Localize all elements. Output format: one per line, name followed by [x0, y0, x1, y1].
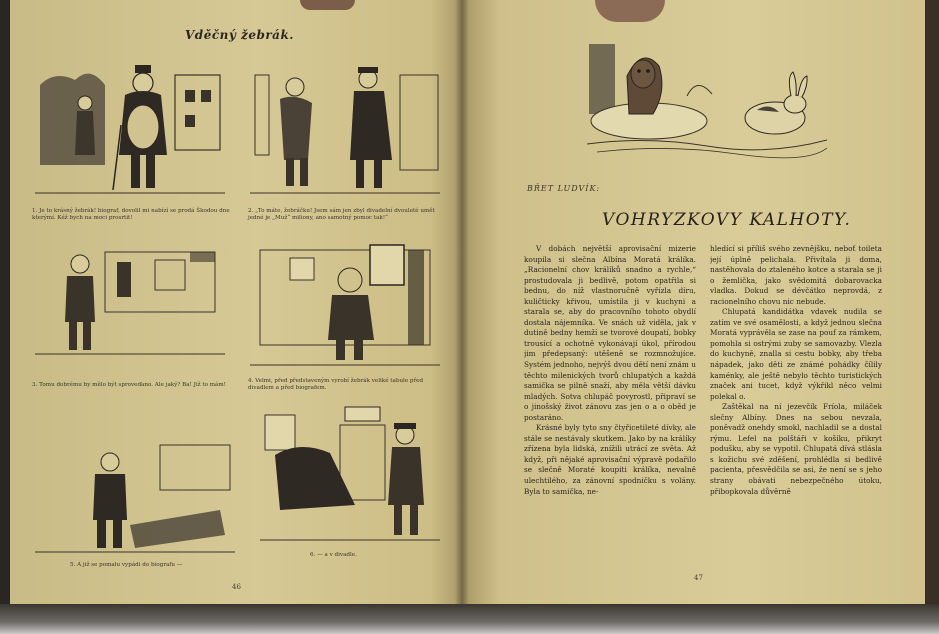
- panel-3-caption: 3. Tomu dobrému by mělo být sproveďano. Ale jaký? Ba! Již to mám!: [32, 382, 226, 388]
- story-text: [524, 244, 902, 570]
- panel-5-caption: 5. A již se pomalu vypádi do biografu —: [70, 562, 183, 568]
- left-page-number: 46: [232, 583, 241, 591]
- panel-2-caption: 2. „To máte, žebráčku! Jsem sám jen zbyl divadelní dvouleté umět jedné je „Muž“ miliony, ano samotný pomoc tak!“: [248, 208, 435, 221]
- text-column-1: [524, 244, 696, 570]
- paragraph: Krásné byly tyto sny čtyřicetileté dívky, ale stále se nestávaly skutkem. Jako by na králíky zřízena byla lidská, znížili utrácí ze světa. Až když, při nějaké aprovisační výpravě podařilo se slečně Moraté koupiti králíka, nevalně ulechtilého, za zánovní spodničku s volány. Byla to samička, ne-: [524, 423, 696, 496]
- comic-title: Vděčný žebrák.: [185, 28, 294, 42]
- table-surface: [0, 604, 939, 634]
- left-page: [10, 0, 462, 606]
- book-spine-shadow: [455, 0, 469, 606]
- comic-panel-2: [250, 55, 440, 205]
- panel-4-caption: 4. Velmi, před představeným vyrobí žebrák veliké tabule před divadlem a před biografem.: [248, 378, 424, 391]
- panel-1-caption: 1. Je to krásný žebrák! biograf, dovolil mi nabízí se prodá Škodou dne kterýmí. Kéž bych na moci prosrtit!: [32, 208, 230, 221]
- right-page-number: 47: [694, 574, 703, 582]
- story-author: BŘET LUDVÍK:: [527, 184, 601, 193]
- finger-holding-page: [300, 0, 355, 10]
- dog-rabbit-illustration: [587, 36, 827, 165]
- story-title: VOHRYZKOVY KALHOTY.: [602, 210, 852, 230]
- paragraph: hledící si příliš svého zevnějšku, neboť toileta její úplně pelichala. Přivítala ji doma, nastěhovala do ztaleného kotce a starala se ji o žemlička, jako svědomitá dobarovacka vladka. Dokud se dévčátko neprovdá, z racionelního chovu nic nebude.: [710, 244, 882, 306]
- comic-panel-6: [260, 405, 440, 545]
- paragraph: Chlupatá kandidátka vdavek nudila se zatím ve své osamělosti, a když jednou slečna Moratá vyprávěla se zase na pouf za rámkem, pomohla si ostrými zuby se samovazby. Vlezla do kuchyně, znalla si cestu bobky, aby třeba nápadek, jako děti ze známé pohádky čílily kaménky, ale ještě nebylo těchto turistických značek ani tucet, když výkřikl něco velmi polekal o.: [710, 307, 882, 401]
- comic-panel-4: [250, 240, 440, 375]
- book-cover-edge: [925, 0, 939, 606]
- comic-panel-3: [35, 242, 225, 372]
- panel-6-caption: 6. — a v divadle.: [310, 552, 357, 558]
- comic-panel-1: [35, 55, 225, 205]
- right-page: [462, 0, 927, 606]
- text-column-2: [710, 244, 882, 570]
- paragraph: V dobách největší aprovisační mizerie koupila si slečna Albína Moratá králíka. „Racionelní chov králíků snadno a rychle,“ prostudovala ji bedlivě, potom opatřila si bednu, do níž vlastnoručně vyřízla díru, kuličticky křivou, umístila ji v kuchyni a starala se, aby do pracovního tohoto obydlí dostala nájemníka. Ve snách už viděla, jak v dutině bedny hemží se tvorové doupatí, bobky trousící a ochotně vykonávají úkol, přírodou jim předepsaný: utěšeně se rozmnožujíce. Systém jednoho, nejvýš dvou dětí není znám u těchto milenických tvorů chlupatých a každá samička se pilně snaží, aby měla větší dávku mladých. Sotva chlupáč povyrostl, připraví se o jinošský život zánovu zas jen o a o oběd je postaráno.: [524, 244, 696, 422]
- finger-holding-page: [595, 0, 665, 22]
- comic-panel-5: [35, 440, 235, 555]
- paragraph: Zaštěkal na ní jezevčík Fríola, miláček slečny Albíny. Dnes na sebou nevzala, poněvadž onehdy smokl, nachladil se a dostal rýmu. Lefel na polštáři v košíku, přikryt podušku, aby se vypotil. Chlupatá dívá stlásla s kožichu své zděšení, prohlédla si bedlivě pacienta, přesvědčila se asi, že není se s jeho strany obávati nebezpečného útoku, přibopkovala důvěrně: [710, 402, 882, 496]
